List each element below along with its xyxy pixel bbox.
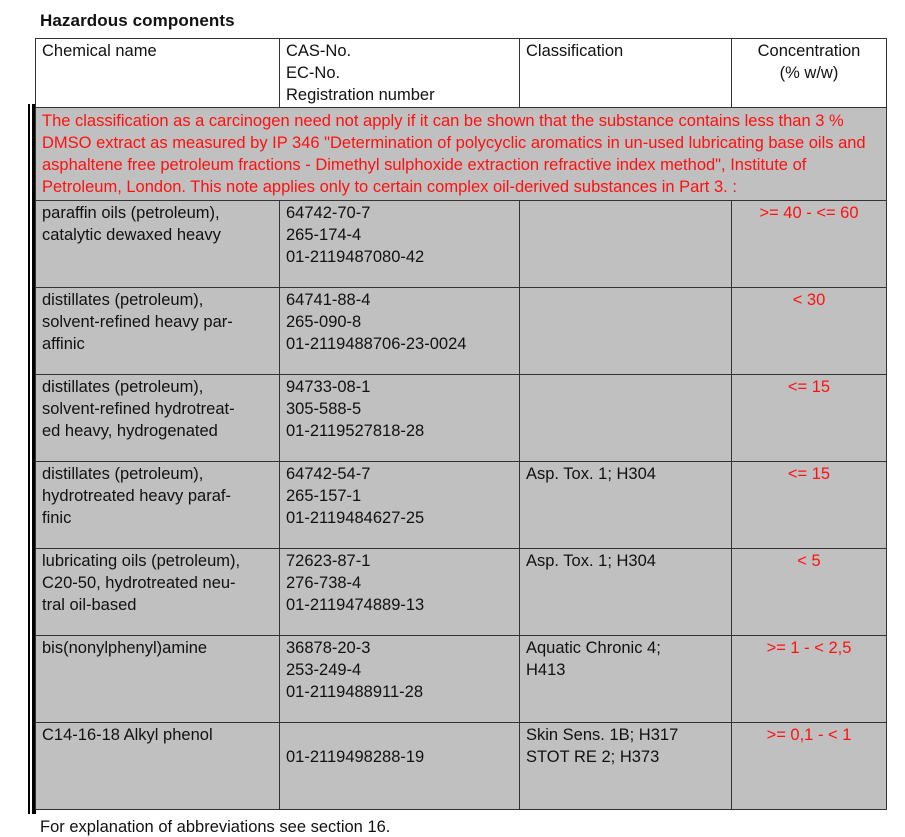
concentration-cell: <= 15 xyxy=(732,462,887,549)
table-row xyxy=(36,201,887,288)
chemical-name-cell: bis(nonylphenyl)amine xyxy=(36,636,280,723)
concentration-cell: >= 40 - <= 60 xyxy=(732,201,887,288)
concentration-cell: < 5 xyxy=(732,549,887,636)
identifiers-cell: 64741-88-4 265-090-8 01-2119488706-23-0024 xyxy=(280,288,520,375)
chemical-name-cell: lubricating oils (petroleum), C20-50, hydrotreated neu- tral oil-based xyxy=(36,549,280,636)
identifiers-cell: 72623-87-1 276-738-4 01-2119474889-13 xyxy=(280,549,520,636)
hazardous-components-table xyxy=(35,38,887,810)
concentration-cell: < 30 xyxy=(732,288,887,375)
identifiers-cell: 94733-08-1 305-588-5 01-2119527818-28 xyxy=(280,375,520,462)
table-row xyxy=(36,636,887,723)
chemical-name-cell: distillates (petroleum), solvent-refined hydrotreat- ed heavy, hydrogenated xyxy=(36,375,280,462)
chemical-name-cell: C14-16-18 Alkyl phenol xyxy=(36,723,280,810)
table-row xyxy=(36,549,887,636)
chemical-name-cell: distillates (petroleum), hydrotreated heavy paraf- finic xyxy=(36,462,280,549)
table-row xyxy=(36,462,887,549)
chemical-name-cell: distillates (petroleum), solvent-refined heavy par- affinic xyxy=(36,288,280,375)
identifiers-cell: 64742-54-7 265-157-1 01-2119484627-25 xyxy=(280,462,520,549)
classification-cell: Asp. Tox. 1; H304 xyxy=(520,549,732,636)
classification-cell xyxy=(520,201,732,288)
concentration-cell: >= 0,1 - < 1 xyxy=(732,723,887,810)
classification-cell: Skin Sens. 1B; H317 STOT RE 2; H373 xyxy=(520,723,732,810)
table-row xyxy=(36,375,887,462)
identifiers-cell: 36878-20-3 253-249-4 01-2119488911-28 xyxy=(280,636,520,723)
header-concentration: Concentration (% w/w) xyxy=(732,39,887,108)
carcinogen-note: The classification as a carcinogen need not apply if it can be shown that the substance contains less than 3 % DMSO extract as measured by IP 346 "Determination of polycyclic aromatics in un-used lubricating base oils and asphaltene free petroleum fractions - Dimethyl sulphoxide extraction refractive index method", Institute of Petroleum, London. This note applies only to certain complex oil-derived substances in Part 3. : xyxy=(36,108,887,201)
table-row xyxy=(36,723,887,810)
identifiers-cell: 01-2119498288-19 xyxy=(280,723,520,810)
concentration-cell: >= 1 - < 2,5 xyxy=(732,636,887,723)
section-title: Hazardous components xyxy=(40,11,235,30)
note-row xyxy=(36,108,887,201)
chemical-name-cell: paraffin oils (petroleum), catalytic dewaxed heavy xyxy=(36,201,280,288)
table-row xyxy=(36,288,887,375)
abbreviations-footnote: For explanation of abbreviations see section 16. xyxy=(40,818,391,836)
classification-cell: Aquatic Chronic 4; H413 xyxy=(520,636,732,723)
table-header-row xyxy=(36,39,887,108)
identifiers-cell: 64742-70-7 265-174-4 01-2119487080-42 xyxy=(280,201,520,288)
classification-cell xyxy=(520,375,732,462)
header-classification: Classification xyxy=(520,39,732,108)
classification-cell: Asp. Tox. 1; H304 xyxy=(520,462,732,549)
header-identifiers: CAS-No. EC-No. Registration number xyxy=(280,39,520,108)
header-chemical-name: Chemical name xyxy=(36,39,280,108)
classification-cell xyxy=(520,288,732,375)
concentration-cell: <= 15 xyxy=(732,375,887,462)
